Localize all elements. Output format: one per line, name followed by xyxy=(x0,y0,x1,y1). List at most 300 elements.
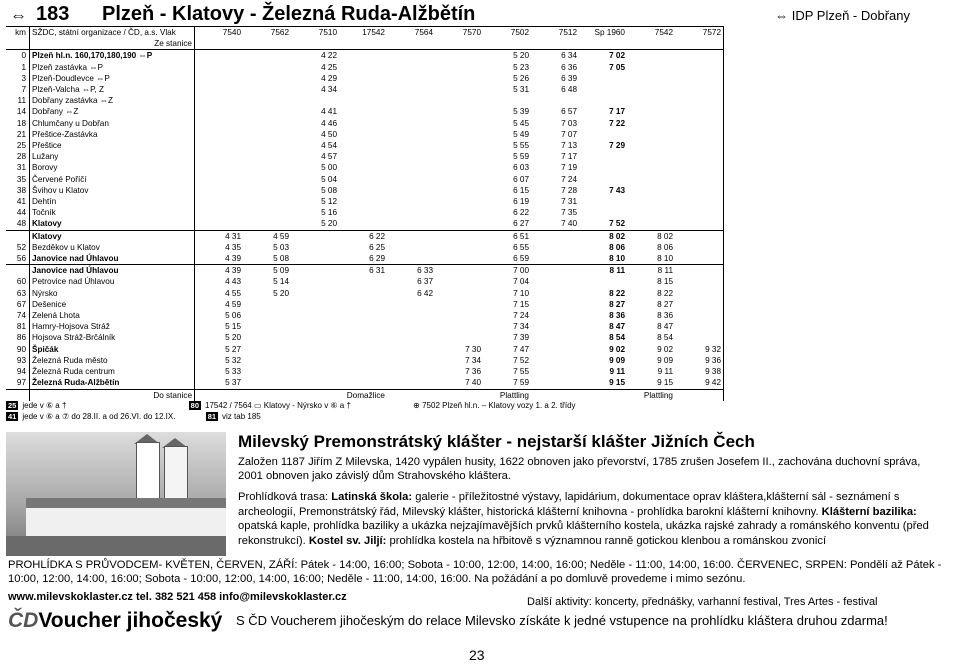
time-cell xyxy=(387,174,435,185)
time-cell: 9 38 xyxy=(675,366,724,377)
time-cell: 4 35 xyxy=(225,242,241,252)
time-cell xyxy=(195,162,244,173)
time-cell xyxy=(291,321,339,332)
time-cell: 5 20 xyxy=(483,50,531,62)
time-cell xyxy=(531,253,579,265)
time-cell: 8 15 xyxy=(657,277,673,287)
time-cell: 4 59 xyxy=(225,299,241,309)
time-cell xyxy=(579,129,627,140)
timetable-row xyxy=(6,366,724,377)
km-cell: 94 xyxy=(6,366,30,377)
time-cell xyxy=(627,50,675,62)
time-cell xyxy=(243,162,291,173)
km-cell: 60 xyxy=(6,276,30,287)
time-cell xyxy=(627,62,675,73)
time-cell xyxy=(243,62,291,73)
time-cell xyxy=(675,84,724,95)
km-cell: 1 xyxy=(6,62,30,73)
station-name: Točník xyxy=(30,207,195,218)
time-cell xyxy=(435,332,483,343)
timetable-row xyxy=(6,95,724,106)
timetable-row xyxy=(6,50,724,62)
time-cell xyxy=(243,95,291,106)
time-cell xyxy=(675,321,724,332)
station-name: Přeštice-Zastávka xyxy=(30,129,195,140)
time-cell: 8 10 xyxy=(657,254,673,264)
time-cell: 5 27 xyxy=(225,344,241,354)
time-cell xyxy=(195,140,244,151)
time-cell xyxy=(387,299,435,310)
time-cell: 9 02 xyxy=(657,344,673,354)
time-cell xyxy=(243,207,291,218)
time-cell xyxy=(339,151,387,162)
km-cell: 44 xyxy=(6,207,30,218)
time-cell xyxy=(339,162,387,173)
time-cell xyxy=(339,50,387,62)
time-cell xyxy=(435,151,483,162)
time-cell: 8 54 xyxy=(657,333,673,343)
time-cell xyxy=(291,288,339,299)
time-cell: 7 17 xyxy=(609,107,625,117)
time-cell xyxy=(531,95,579,106)
time-cell xyxy=(483,38,531,50)
time-cell xyxy=(243,140,291,151)
km-cell: 48 xyxy=(6,218,30,230)
km-cell: 28 xyxy=(6,151,30,162)
time-cell xyxy=(291,377,339,389)
station-name: Lužany xyxy=(30,151,195,162)
time-cell: 9 09 xyxy=(609,355,625,365)
time-cell: 8 27 xyxy=(609,299,625,309)
time-cell xyxy=(435,129,483,140)
timetable-row xyxy=(6,355,724,366)
station-name: Janovice nad Úhlavou xyxy=(30,265,195,277)
time-cell xyxy=(627,140,675,151)
time-cell: 8 02 xyxy=(579,230,627,242)
time-cell xyxy=(243,344,291,355)
km-cell: 90 xyxy=(6,344,30,355)
time-cell: 8 47 xyxy=(609,322,625,332)
time-cell xyxy=(387,242,435,253)
time-cell: 5 16 xyxy=(321,208,337,218)
time-cell xyxy=(435,38,483,50)
station-name: Borovy xyxy=(30,162,195,173)
km-cell: 25 xyxy=(6,140,30,151)
time-cell xyxy=(435,321,483,332)
time-cell xyxy=(339,377,387,389)
time-cell: 5 20 xyxy=(225,333,241,343)
time-cell xyxy=(387,140,435,151)
timetable-row xyxy=(6,174,724,185)
page-number: 23 xyxy=(469,647,485,663)
time-cell xyxy=(339,129,387,140)
time-cell xyxy=(339,38,387,50)
station-name: Plzeň zastávka ⇔P xyxy=(30,62,195,73)
km-cell: 74 xyxy=(6,310,30,321)
time-cell: 7 34 xyxy=(465,355,481,365)
time-cell: 9 11 xyxy=(609,367,625,377)
time-cell xyxy=(195,106,244,117)
timetable-row xyxy=(6,299,724,310)
time-cell: 8 22 xyxy=(657,288,673,298)
time-cell: 5 59 xyxy=(513,152,529,162)
time-cell xyxy=(387,218,435,230)
time-cell: 7 28 xyxy=(561,185,577,195)
time-cell: 7 03 xyxy=(561,118,577,128)
station-name: Plzeň-Doudlevce ⇔P xyxy=(30,73,195,84)
time-cell: 8 11 xyxy=(627,265,675,277)
time-cell xyxy=(339,288,387,299)
time-cell xyxy=(675,162,724,173)
km-cell: 11 xyxy=(6,95,30,106)
time-cell xyxy=(291,299,339,310)
time-cell xyxy=(675,310,724,321)
time-cell: 7 31 xyxy=(561,197,577,207)
time-cell: 5 23 xyxy=(513,62,529,72)
time-cell xyxy=(531,230,579,242)
timetable-row xyxy=(6,288,724,299)
time-cell xyxy=(243,310,291,321)
do-stanice-label: Do stanice xyxy=(30,389,195,401)
time-cell: 5 04 xyxy=(321,174,337,184)
time-cell: 4 50 xyxy=(321,129,337,139)
monastery-advert xyxy=(0,428,960,664)
station-name: Klatovy xyxy=(30,230,195,242)
time-cell xyxy=(195,62,244,73)
plattling-label: Plattling xyxy=(483,389,531,401)
time-cell: 7 30 xyxy=(465,344,481,354)
advert-tour: Prohlídková trasa: Latinská škola: galerie - příležitostné výstavy, lapidárium, dokumentace oprav kláštera,klášterní sál - seznámení s archeologií, Premonstrátský řád, Milevský klášter, historická klášterní knihovna - prohlídka barokní klášterní knihovny. Klášterní bazilika: opatská kaple, prohlídka baziliky a ukázka nejzajímavějších prvků klášterního kostela, ukázka rajské zahrady a románského konventu (před rekonstrukcí). Kostel sv. Jiljí: prohlídka kostela na hřbitově s významnou ranně gotickou klenbou a románskou zvonicí xyxy=(238,491,929,547)
time-cell: 7 24 xyxy=(513,311,529,321)
time-cell: 9 42 xyxy=(675,377,724,389)
time-cell xyxy=(531,276,579,287)
time-cell xyxy=(243,355,291,366)
time-cell: 7 40 xyxy=(465,378,481,388)
time-cell xyxy=(387,73,435,84)
time-cell: 7 10 xyxy=(513,288,529,298)
station-name: Janovice nad Úhlavou xyxy=(30,253,195,265)
time-cell: 8 06 xyxy=(609,242,625,252)
time-cell: 6 19 xyxy=(513,197,529,207)
time-cell: 8 22 xyxy=(609,288,625,298)
time-cell xyxy=(339,62,387,73)
time-cell xyxy=(531,288,579,299)
time-cell: 5 49 xyxy=(513,129,529,139)
time-cell xyxy=(243,84,291,95)
time-cell xyxy=(627,38,675,50)
time-cell xyxy=(387,366,435,377)
time-cell xyxy=(675,118,724,129)
time-cell xyxy=(387,344,435,355)
train-number: 7564 xyxy=(387,27,435,39)
time-cell: 7 52 xyxy=(513,355,529,365)
time-cell: 6 03 xyxy=(513,163,529,173)
time-cell xyxy=(387,151,435,162)
operator-header: SŽDC, státní organizace / ČD, a.s. Vlak xyxy=(30,27,195,39)
station-name: Železná Ruda-Alžbětín xyxy=(30,377,195,389)
double-arrow-icon: ⇔ xyxy=(10,6,27,25)
time-cell: 7 04 xyxy=(513,277,529,287)
timetable-row xyxy=(6,332,724,343)
km-cell: 67 xyxy=(6,299,30,310)
train-number-row xyxy=(6,27,724,39)
time-cell xyxy=(627,196,675,207)
time-cell: 4 57 xyxy=(321,152,337,162)
timetable-row xyxy=(6,218,724,230)
time-cell: 5 33 xyxy=(225,367,241,377)
time-cell: 7 05 xyxy=(609,62,625,72)
time-cell xyxy=(435,62,483,73)
station-name: Přeštice xyxy=(30,140,195,151)
note-25-badge: 25 xyxy=(8,401,17,410)
timetable xyxy=(6,26,724,401)
time-cell xyxy=(435,242,483,253)
note-25: jede v ⑥ a † xyxy=(22,401,67,410)
train-number: 7510 xyxy=(291,27,339,39)
time-cell: 9 15 xyxy=(657,378,673,388)
time-cell xyxy=(291,230,339,242)
station-name: Dobřany zastávka ⇔Z xyxy=(30,95,195,106)
time-cell: 7 59 xyxy=(513,378,529,388)
station-name: Červené Poříčí xyxy=(30,174,195,185)
time-cell: 6 51 xyxy=(483,230,531,242)
time-cell xyxy=(675,140,724,151)
table-header xyxy=(6,2,954,26)
time-cell xyxy=(243,174,291,185)
time-cell xyxy=(291,265,339,277)
note-81: viz tab 185 xyxy=(222,412,261,421)
ze-stanice-label: Ze stanice xyxy=(30,38,195,50)
time-cell xyxy=(435,140,483,151)
time-cell: 5 03 xyxy=(273,242,289,252)
time-cell: 5 20 xyxy=(273,288,289,298)
time-cell xyxy=(435,288,483,299)
time-cell xyxy=(195,185,244,196)
time-cell xyxy=(579,38,627,50)
note-80-badge: 80 xyxy=(190,401,200,410)
time-cell xyxy=(339,321,387,332)
time-cell xyxy=(387,310,435,321)
time-cell: 7 47 xyxy=(513,344,529,354)
time-cell xyxy=(339,73,387,84)
time-cell xyxy=(195,196,244,207)
voucher-logo: ČDVoucher jihočeský xyxy=(8,609,223,632)
timetable-row xyxy=(6,185,724,196)
timetable-row xyxy=(6,84,724,95)
time-cell xyxy=(195,38,244,50)
timetable-row xyxy=(6,321,724,332)
time-cell xyxy=(531,299,579,310)
timetable-row xyxy=(6,344,724,355)
time-cell xyxy=(435,118,483,129)
km-cell: 35 xyxy=(6,174,30,185)
time-cell: 4 43 xyxy=(225,277,241,287)
time-cell: 5 31 xyxy=(513,85,529,95)
time-cell: 9 36 xyxy=(675,355,724,366)
time-cell: 8 06 xyxy=(657,242,673,252)
time-cell xyxy=(387,230,435,242)
train-number: 7540 xyxy=(195,27,244,39)
station-name: Plzeň hl.n. 160,170,180,190 ⇔P xyxy=(30,50,195,62)
time-cell xyxy=(243,299,291,310)
time-cell: 7 36 xyxy=(465,367,481,377)
time-cell: 7 39 xyxy=(513,333,529,343)
time-cell: 5 08 xyxy=(321,185,337,195)
time-cell xyxy=(531,389,579,401)
km-cell: 7 xyxy=(6,84,30,95)
time-cell xyxy=(675,62,724,73)
domazlice-label: Domažlice xyxy=(339,389,387,401)
time-cell xyxy=(195,50,244,62)
timetable-row xyxy=(6,62,724,73)
time-cell: 9 11 xyxy=(657,367,673,377)
time-cell xyxy=(387,162,435,173)
time-cell xyxy=(675,288,724,299)
time-cell xyxy=(195,207,244,218)
time-cell xyxy=(339,276,387,287)
time-cell xyxy=(291,95,339,106)
time-cell xyxy=(195,73,244,84)
timetable-row xyxy=(6,129,724,140)
time-cell xyxy=(675,196,724,207)
time-cell xyxy=(387,377,435,389)
time-cell xyxy=(435,162,483,173)
time-cell: 7 15 xyxy=(513,299,529,309)
time-cell xyxy=(243,151,291,162)
train-number: 7562 xyxy=(243,27,291,39)
time-cell xyxy=(339,218,387,230)
time-cell: 6 07 xyxy=(513,174,529,184)
time-cell xyxy=(195,129,244,140)
time-cell xyxy=(627,151,675,162)
time-cell xyxy=(195,84,244,95)
time-cell xyxy=(339,95,387,106)
time-cell xyxy=(339,332,387,343)
time-cell xyxy=(675,185,724,196)
km-cell: 0 xyxy=(6,50,30,62)
km-cell: 14 xyxy=(6,106,30,117)
time-cell xyxy=(387,106,435,117)
time-cell: 4 39 xyxy=(225,254,241,264)
timetable-row xyxy=(6,196,724,207)
km-cell xyxy=(6,265,30,277)
train-number: Sp 1960 xyxy=(579,27,627,39)
time-cell xyxy=(339,174,387,185)
time-cell xyxy=(675,207,724,218)
timetable-row xyxy=(6,230,724,242)
station-name: Nýrsko xyxy=(30,288,195,299)
time-cell: 5 14 xyxy=(273,277,289,287)
timetable-row xyxy=(6,140,724,151)
route-title: Plzeň - Klatovy - Železná Ruda-Alžbětín xyxy=(102,3,476,25)
advert-contact[interactable]: www.milevskoklaster.cz tel. 382 521 458 info@milevskoklaster.cz xyxy=(8,591,347,603)
time-cell xyxy=(435,276,483,287)
time-cell xyxy=(195,174,244,185)
time-cell: 7 00 xyxy=(483,265,531,277)
km-cell: 56 xyxy=(6,253,30,265)
advert-history: Založen 1187 Jiřím Z Milevska, 1420 vypálen husity, 1622 obnoven jako převorství, 1785 zrušen Josefem II., zachována duchovní správa, 2001 obnoven jako závislý dům Strahovského kláštera. xyxy=(238,456,921,482)
time-cell xyxy=(243,38,291,50)
km-cell: 41 xyxy=(6,196,30,207)
time-cell xyxy=(387,84,435,95)
time-cell xyxy=(195,218,244,230)
time-cell: 5 06 xyxy=(225,311,241,321)
time-cell xyxy=(675,253,724,265)
time-cell: 7 17 xyxy=(561,152,577,162)
time-cell xyxy=(291,355,339,366)
time-cell: 8 36 xyxy=(609,311,625,321)
timetable-row xyxy=(6,162,724,173)
time-cell xyxy=(243,389,291,401)
time-cell xyxy=(531,321,579,332)
time-cell: 8 54 xyxy=(609,333,625,343)
time-cell xyxy=(291,389,339,401)
time-cell: 5 32 xyxy=(225,355,241,365)
time-cell: 8 47 xyxy=(657,322,673,332)
time-cell xyxy=(627,162,675,173)
time-cell: 5 15 xyxy=(225,322,241,332)
time-cell xyxy=(387,95,435,106)
time-cell xyxy=(339,344,387,355)
time-cell: 6 42 xyxy=(417,288,433,298)
time-cell xyxy=(243,366,291,377)
timetable-row xyxy=(6,73,724,84)
time-cell: 6 31 xyxy=(339,265,387,277)
plattling-label: Plattling xyxy=(627,389,675,401)
train-number: 7502 xyxy=(483,27,531,39)
time-cell xyxy=(339,299,387,310)
time-cell xyxy=(531,38,579,50)
time-cell xyxy=(339,185,387,196)
timetable-row xyxy=(6,310,724,321)
time-cell xyxy=(435,84,483,95)
time-cell xyxy=(675,50,724,62)
station-name: Dešenice xyxy=(30,299,195,310)
time-cell xyxy=(387,253,435,265)
time-cell xyxy=(435,253,483,265)
time-cell xyxy=(675,151,724,162)
km-cell: 3 xyxy=(6,73,30,84)
time-cell: 4 41 xyxy=(321,107,337,117)
time-cell: 9 09 xyxy=(657,355,673,365)
station-name: Železná Ruda centrum xyxy=(30,366,195,377)
time-cell xyxy=(627,129,675,140)
time-cell: 8 36 xyxy=(657,311,673,321)
time-cell xyxy=(339,355,387,366)
time-cell xyxy=(675,265,724,277)
time-cell xyxy=(579,151,627,162)
time-cell xyxy=(339,207,387,218)
time-cell: 4 55 xyxy=(225,288,241,298)
time-cell: 4 46 xyxy=(321,118,337,128)
time-cell xyxy=(531,265,579,277)
time-cell xyxy=(627,218,675,230)
time-cell: 4 59 xyxy=(243,230,291,242)
time-cell: 4 25 xyxy=(321,62,337,72)
time-cell xyxy=(387,207,435,218)
time-cell: 5 09 xyxy=(243,265,291,277)
time-cell: 5 55 xyxy=(513,141,529,151)
time-cell xyxy=(339,118,387,129)
time-cell: 7 29 xyxy=(609,141,625,151)
time-cell xyxy=(579,389,627,401)
station-name: Hamry-Hojsova Stráž xyxy=(30,321,195,332)
note-80: 17542 / 7564 ▭ Klatovy - Nýrsko v ⑥ a † xyxy=(205,401,351,410)
time-cell: 6 33 xyxy=(387,265,435,277)
time-cell xyxy=(339,106,387,117)
time-cell xyxy=(627,73,675,84)
time-cell xyxy=(579,276,627,287)
